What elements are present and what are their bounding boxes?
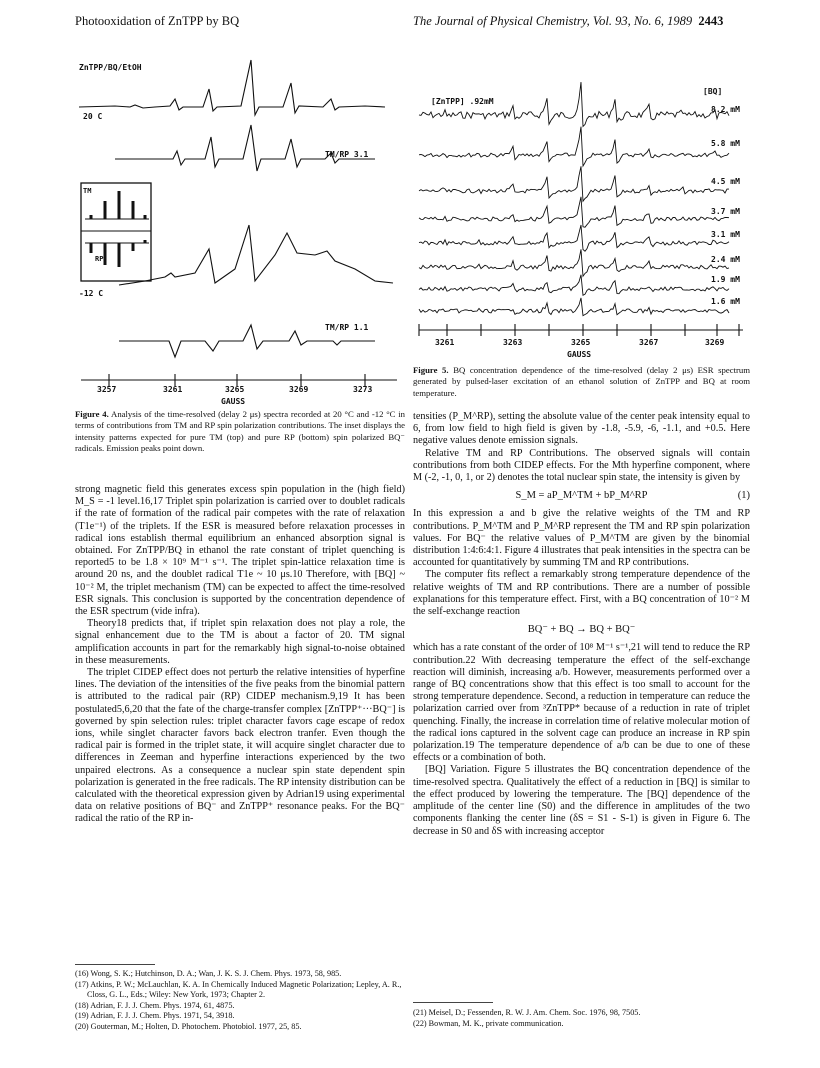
right-paragraph-6: [BQ] Variation. Figure 5 illustrates the BQ concentration dependence of the time-resolved spectra. Qualitatively the effect of a reduction in [BQ] is similar to the effect produced by lowering the temperature. The [BQ] dependence of the amplitude of the center line (S0) and the difference in amplitudes of the two components flanking the center line (δS = S1 - S-1) is given in Figure 6. The decrease in S0 and δS with increasing acceptor	[413, 764, 750, 837]
fig4-fit-top: TM/RP 3.1	[325, 150, 369, 159]
fig5-caption-label: Figure 5.	[413, 365, 449, 375]
figure-4	[75, 55, 405, 406]
fig4-caption-label: Figure 4.	[75, 409, 109, 419]
fig5-conc-6: 2.4 mM	[711, 255, 740, 264]
fig4-spectra	[75, 55, 405, 395]
fig4-temp-bottom: -12 C	[79, 289, 104, 298]
fig4-inset	[81, 183, 151, 281]
fig5-axis-unit: GAUSS	[567, 350, 592, 359]
fig5-conc-7: 1.9 mM	[711, 275, 740, 284]
equation-1	[413, 490, 750, 502]
running-header-title: Photooxidation of ZnTPP by BQ	[75, 14, 240, 28]
fig5-trace-1	[419, 82, 729, 126]
right-column-body	[413, 411, 750, 838]
fig5-bq-label: [BQ]	[703, 87, 723, 96]
left-paragraph-3: The triplet CIDEP effect does not perturb the relative intensities of hyperfine lines. The deviation of the intensities of the five peaks from the binomial pattern is attributed to the radical pair (RP) CIDEP mechanism.9,19 It has been postulated5,6,20 that the fate of the charge-transfer complex [ZnTPP⁺···BQ⁻] is governed by spin selection rules: triplet character favors cage escape of redox ions, while singlet character favors back electron tranfer. Even though the radical pair is formed in the triplet state, it will acquire singlet character due to differences in Zeeman and hyperfine interactions experienced by the two unpaired electrons. As a consequence a nuclear spin state dependent spin polarization is generated in the free radicals. The RP intensity distribution can be calculated with the theoretical expression given by Adrian19 using experimental data on relative positions of BQ⁻ and ZnTPP⁺ resonance peaks. For the BQ⁻ radical the ratio of the RP in-	[75, 667, 405, 825]
fig5-tick-5: 3269	[705, 338, 725, 347]
right-paragraph-1: tensities (P_M^RP), setting the absolute value of the center peak intensity equal to 6, from low field to high field is given by -1.8, -5.9, -6, -1.1, and +0.5. Here negative values denote emission signals.	[413, 411, 750, 447]
right-paragraph-2: Relative TM and RP Contributions. The observed signals will contain contributions from both CIDEP effects. For the Mth hyperfine component, where M (-2, -1, 0, 1, or 2) denotes the total nuclear spin state, the intensity is given by	[413, 447, 750, 484]
fig5-tick-2: 3263	[503, 338, 523, 347]
fig5-conc-5: 3.1 mM	[711, 230, 740, 239]
equation-2-text: BQ⁻ + BQ → BQ + BQ⁻	[527, 624, 636, 636]
fig4-temp-top: 20 C	[83, 112, 103, 121]
fig4-caption-text: Analysis of the time-resolved (delay 2 μs) spectra recorded at 20 °C and -12 °C in terms of contributions from TM and RP spin polarization contributions. The inset displays the intensity patterns expected for pure TM (top) and pure RP (bottom) spin polarized BQ⁻ radicals. Emission peaks point down.	[75, 409, 405, 453]
left-paragraph-2: Theory18 predicts that, if triplet spin relaxation does not play a role, the signal enhancement due to the TM is about a factor of 20. TM signal amplification accounts in part for the remarkably high signal-to-noise obtained in these measurements.	[75, 618, 405, 666]
right-paragraph-4: The computer fits reflect a remarkably strong temperature dependence of the relative weights of TM and RP contributions. There are a number of possible explanations for this temperature effect. First, with a BQ concentration of 10⁻² M the self-exchange reaction	[413, 569, 750, 618]
fig4-trace-fit-bottom	[119, 325, 375, 357]
reference-16: (16) Wong, S. K.; Hutchinson, D. A.; Wan, J. K. S. J. Chem. Phys. 1973, 58, 985.	[75, 969, 342, 978]
equation-2	[413, 624, 750, 636]
left-references	[75, 969, 405, 1033]
fig4-tick-2: 3261	[163, 385, 183, 394]
fig4-tick-3: 3265	[225, 385, 245, 394]
left-column-body	[75, 484, 405, 826]
fig5-tick-4: 3267	[639, 338, 659, 347]
figure-5	[413, 45, 749, 365]
fig5-spectra	[413, 45, 749, 345]
equation-1-text: S_M = aP_M^TM + bP_M^RP	[515, 490, 648, 502]
fig5-trace-5	[419, 225, 729, 251]
fig5-conc-4: 3.7 mM	[711, 207, 740, 216]
page-number: 2443	[698, 14, 724, 28]
reference-19: (19) Adrian, F. J. J. Chem. Phys. 1971, 54, 3918.	[75, 1011, 235, 1021]
fig5-trace-4	[419, 197, 729, 227]
fig4-trace-fit-top	[115, 125, 375, 171]
figure-4-caption	[75, 409, 405, 454]
fig5-tick-3: 3265	[571, 338, 591, 347]
running-header-journal	[413, 14, 723, 29]
figure-5-caption	[413, 365, 750, 399]
fig4-axis-unit: GAUSS	[221, 397, 246, 406]
right-paragraph-5: which has a rate constant of the order of 10⁸ M⁻¹ s⁻¹,21 will tend to reduce the RP contribution.22 With decreasing temperature the effect of the self-exchange reaction will diminish, increasing a/b. However, measurements performed over a range of BQ concentrations show that this effect is too small to account for the strong temperature dependence. Second, a reduction in temperature can reduce the polarization carried over from ³ZnTPP* because of a reduction in rate of triplet quenching. Finally, the increase in correlation time of relative molecular motion of the radical ions captured in the solvent cage can produce an increase in RP spin polarization.19 The temperature dependence of a/b can be due to one of these effects or a combination of both.	[413, 642, 750, 764]
fig5-conc-8: 1.6 mM	[711, 297, 740, 306]
fig4-tick-4: 3269	[289, 385, 309, 394]
left-footnote-rule	[75, 964, 155, 965]
reference-22: (22) Bowman, M. K., private communication.	[413, 1018, 564, 1028]
fig5-tick-1: 3261	[435, 338, 455, 347]
fig5-conc-2: 5.8 mM	[711, 139, 740, 148]
fig5-trace-2	[419, 127, 729, 166]
right-paragraph-3: In this expression a and b give the relative weights of the TM and RP contributions. P_M^TM and P_M^RP represent the TM and RP spin polarization values. For BQ⁻ the relative values of P_M^TM are given by the binomial distribution 1:4:6:4:1. Figure 4 illustrates that peak intensities in the spectra can be accounted for quantitatively by summing TM and RP contributions.	[413, 508, 750, 569]
reference-18: (18) Adrian, F. J. J. Chem. Phys. 1974, 61, 4875.	[75, 1000, 235, 1010]
journal-citation: The Journal of Physical Chemistry, Vol. 93, No. 6, 1989	[413, 14, 693, 28]
fig4-trace-exp-20c	[79, 60, 385, 115]
fig5-trace-6	[419, 249, 729, 276]
fig4-tick-1: 3257	[97, 385, 117, 394]
fig5-trace-8	[419, 298, 729, 316]
fig5-zntpp-label: [ZnTPP] .92mM	[431, 97, 494, 106]
reference-21: (21) Meisel, D.; Fessenden, R. W. J. Am. Chem. Soc. 1976, 98, 7505.	[413, 1008, 641, 1017]
fig5-caption-text: BQ concentration dependence of the time-resolved (delay 2 μs) ESR spectrum generated by pulsed-laser excitation of an ethanol solution of ZnTPP and BQ at room temperature.	[413, 365, 750, 398]
fig4-fit-bottom: TM/RP 1.1	[325, 323, 369, 332]
right-footnote-rule	[413, 1002, 493, 1003]
fig4-tick-5: 3273	[353, 385, 373, 394]
right-references	[413, 1008, 750, 1029]
fig5-trace-7	[419, 275, 729, 296]
reference-20: (20) Gouterman, M.; Holten, D. Photochem. Photobiol. 1977, 25, 85.	[75, 1021, 302, 1031]
fig4-inset-tm-label: TM	[83, 187, 92, 195]
fig4-sample-label: ZnTPP/BQ/EtOH	[79, 63, 142, 72]
left-paragraph-1: strong magnetic field this generates excess spin population in the (high field) M_S = -1 level.16,17 Triplet spin polarization is carried over to doublet radicals if the rate of formation of the radical pair competes with the rate of relaxation (T1e⁻¹) of the triplets. If the ESR is measured before relaxation processes in radical ions establish thermal equilibrium an enhanced absorption signal is obtained. For ZnTPP/BQ in ethanol the rate constant of triplet quenching is reported5 to be 1.8 × 10⁹ M⁻¹ s⁻¹. The triplet spin-lattice relaxation time is around 20 ns, and the doublet radical T1e ~ 10 μs.10 Therefore, with [BQ] ~ 10⁻² M, the triplet mechanism (TM) can be expected to affect the time-resolved ESR signals. This conclusion is supported by the concentration dependence of the ESR spectrum (vide infra).	[75, 484, 405, 618]
reference-17: (17) Atkins, P. W.; McLauchlan, K. A. In Chemically Induced Magnetic Polarization; Lepley, A. R., Closs, G. L., Eds.; Wiley: New York, 1973; Chapter 2.	[75, 979, 402, 1000]
fig5-conc-1: 8.2 mM	[711, 105, 740, 114]
fig5-trace-3	[419, 166, 729, 201]
fig4-inset-rp-label: RP	[95, 255, 104, 263]
fig4-trace-exp-m12c	[119, 225, 393, 285]
fig5-conc-3: 4.5 mM	[711, 177, 740, 186]
equation-1-number: (1)	[737, 490, 750, 502]
